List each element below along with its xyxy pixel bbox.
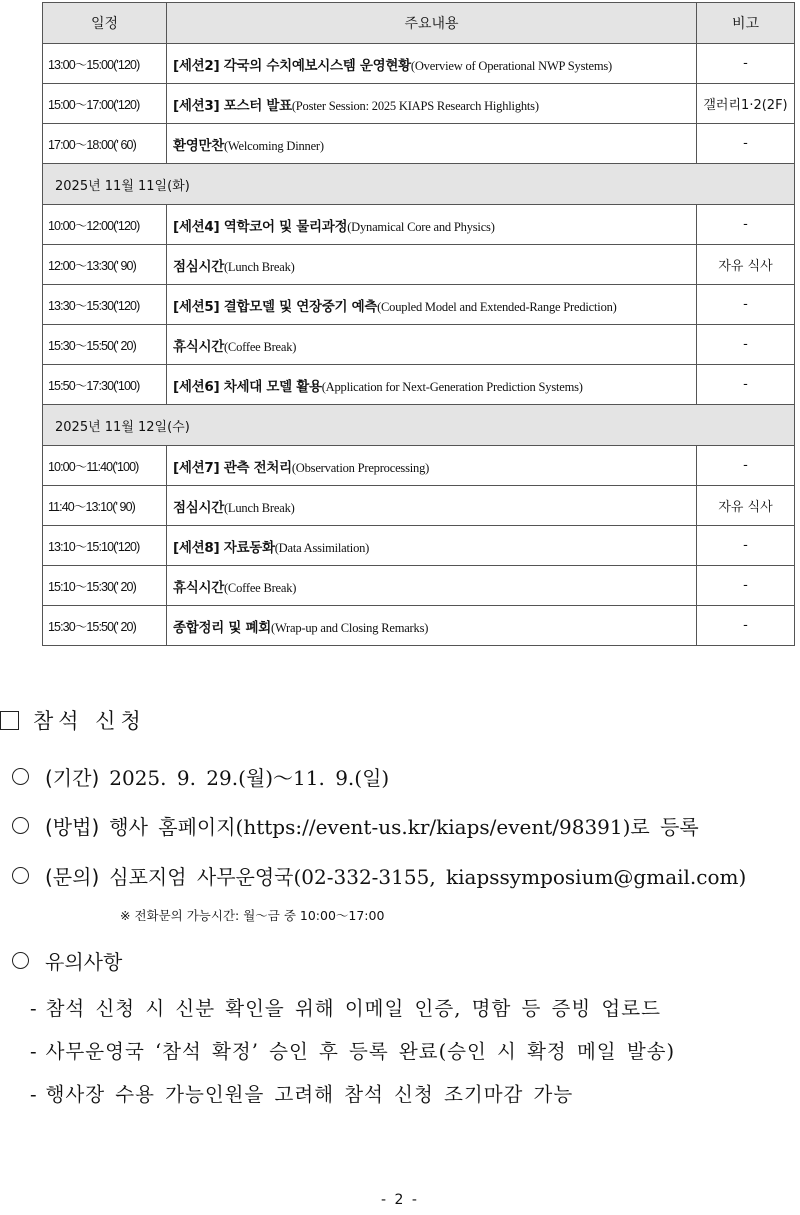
table-header-row [43, 3, 795, 44]
table-row [43, 245, 795, 285]
date-row [43, 405, 795, 446]
note-cell: - [697, 566, 795, 606]
table-row [43, 446, 795, 486]
inquiry-text: 심포지엄 사무운영국(02-332-3155, kiapssymposium@gmail.com) [109, 865, 747, 889]
dash-icon: - [30, 997, 38, 1020]
content-title-korean: [세션4] 역학코어 및 물리과정 [173, 218, 348, 235]
square-bullet-icon [0, 711, 19, 730]
note-text: 참석 신청 시 신분 확인을 위해 이메일 인증, 명함 등 증빙 업로드 [45, 997, 661, 1020]
time-cell: 12:00～13:30(' 90) [43, 245, 167, 285]
note-cell: - [697, 526, 795, 566]
time-cell: 15:30～15:50(' 20) [43, 325, 167, 365]
content-cell [167, 566, 697, 606]
circle-bullet-icon [12, 952, 29, 969]
note-cell: - [697, 124, 795, 164]
content-cell [167, 446, 697, 486]
content-title-english: (Data Assimilation) [274, 540, 370, 555]
time-cell: 15:00～17:00('120) [43, 84, 167, 124]
content-title-english: (Coffee Break) [223, 339, 297, 354]
note-cell: - [697, 446, 795, 486]
note-cell: - [697, 285, 795, 325]
content-title-english: (Welcoming Dinner) [223, 138, 324, 153]
content-title-english: (Wrap-up and Closing Remarks) [271, 620, 429, 635]
registration-section-title [0, 705, 146, 735]
method-text: 행사 홈페이지(https://event-us.kr/kiaps/event/98391)로 등록 [109, 815, 699, 839]
content-title-korean: 점심시간 [173, 499, 224, 516]
inquiry-label: (문의) [45, 865, 100, 889]
content-title-english: (Coffee Break) [223, 580, 297, 595]
period-item [12, 762, 389, 791]
content-cell [167, 84, 697, 124]
table-row [43, 566, 795, 606]
content-title-korean: [세션6] 차세대 모델 활용 [173, 378, 322, 395]
content-cell [167, 325, 697, 365]
note-cell: 자유 식사 [697, 486, 795, 526]
content-title-korean: 휴식시간 [173, 338, 224, 355]
method-item [12, 811, 699, 840]
note-cell: - [697, 325, 795, 365]
circle-bullet-icon [12, 768, 29, 785]
content-title-english: (Overview of Operational NWP Systems) [410, 58, 613, 73]
date-row [43, 164, 795, 205]
note-text: 행사장 수용 가능인원을 고려해 참석 신청 조기마감 가능 [45, 1083, 574, 1106]
content-title-korean: 종합정리 및 폐회 [173, 619, 271, 636]
notes-title: 유의사항 [45, 950, 123, 974]
time-cell: 11:40～13:10(' 90) [43, 486, 167, 526]
content-cell [167, 526, 697, 566]
schedule-body [43, 44, 795, 646]
notes-item [12, 946, 132, 975]
content-title-korean: [세션3] 포스터 발표 [173, 97, 292, 114]
note-cell: - [697, 205, 795, 245]
note-item [30, 1036, 675, 1064]
content-title-korean: 점심시간 [173, 258, 224, 275]
note-item [30, 1079, 573, 1107]
table-row [43, 205, 795, 245]
content-title-korean: 환영만찬 [173, 137, 224, 154]
content-cell [167, 205, 697, 245]
dash-icon: - [30, 1040, 38, 1063]
inquiry-hours-note: ※ 전화문의 가능시간: 월～금 중 10:00～17:00 [120, 908, 385, 923]
note-cell: - [697, 44, 795, 84]
schedule-table [42, 2, 795, 646]
note-cell: 갤러리1·2(2F) [697, 84, 795, 124]
content-cell [167, 486, 697, 526]
header-note: 비고 [697, 3, 795, 44]
note-cell: - [697, 606, 795, 646]
content-cell [167, 245, 697, 285]
content-cell [167, 606, 697, 646]
time-cell: 10:00～11:40('100) [43, 446, 167, 486]
table-row [43, 486, 795, 526]
table-row [43, 325, 795, 365]
content-title-english: (Lunch Break) [223, 259, 295, 274]
table-row [43, 124, 795, 164]
table-row [43, 285, 795, 325]
content-title-english: (Observation Preprocessing) [291, 460, 430, 475]
content-cell [167, 44, 697, 84]
registration-title: 참석 신청 [33, 709, 146, 733]
content-title-korean: [세션8] 자료동화 [173, 539, 275, 556]
content-title-english: (Coupled Model and Extended-Range Prediction) [377, 299, 617, 314]
circle-bullet-icon [12, 867, 29, 884]
content-cell [167, 124, 697, 164]
time-cell: 10:00～12:00('120) [43, 205, 167, 245]
table-row [43, 84, 795, 124]
content-cell [167, 365, 697, 405]
content-title-english: (Poster Session: 2025 KIAPS Research Highlights) [291, 98, 539, 113]
time-cell: 13:10～15:10('120) [43, 526, 167, 566]
time-cell: 15:50～17:30('100) [43, 365, 167, 405]
date-label: 2025년 11월 11일(화) [43, 164, 795, 205]
content-cell [167, 285, 697, 325]
inquiry-item [12, 861, 746, 890]
note-cell: - [697, 365, 795, 405]
content-title-english: (Lunch Break) [223, 500, 295, 515]
content-title-korean: [세션7] 관측 전처리 [173, 459, 292, 476]
content-title-english: (Application for Next-Generation Prediction Systems) [321, 379, 583, 394]
method-label: (방법) [45, 815, 100, 839]
table-row [43, 526, 795, 566]
time-cell: 13:30～15:30('120) [43, 285, 167, 325]
page-number: - 2 - [381, 1192, 419, 1208]
time-cell: 13:00～15:00('120) [43, 44, 167, 84]
period-text: 2025. 9. 29.(월)～11. 9.(일) [109, 766, 390, 790]
date-label: 2025년 11월 12일(수) [43, 405, 795, 446]
table-row [43, 365, 795, 405]
time-cell: 15:10～15:30(' 20) [43, 566, 167, 606]
note-item [30, 993, 661, 1021]
header-content: 주요내용 [167, 3, 697, 44]
header-time: 일정 [43, 3, 167, 44]
note-text: 사무운영국 ‘참석 확정’ 승인 후 등록 완료(승인 시 확정 메일 발송) [45, 1040, 676, 1063]
circle-bullet-icon [12, 817, 29, 834]
content-title-korean: [세션5] 결합모델 및 연장중기 예측 [173, 298, 378, 315]
table-row [43, 606, 795, 646]
content-title-korean: 휴식시간 [173, 579, 224, 596]
content-title-english: (Dynamical Core and Physics) [347, 219, 495, 234]
note-cell: 자유 식사 [697, 245, 795, 285]
table-row [43, 44, 795, 84]
period-label: (기간) [45, 766, 100, 790]
time-cell: 15:30～15:50(' 20) [43, 606, 167, 646]
dash-icon: - [30, 1083, 38, 1106]
content-title-korean: [세션2] 각국의 수치예보시스템 운영현황 [173, 57, 411, 74]
time-cell: 17:00～18:00(' 60) [43, 124, 167, 164]
